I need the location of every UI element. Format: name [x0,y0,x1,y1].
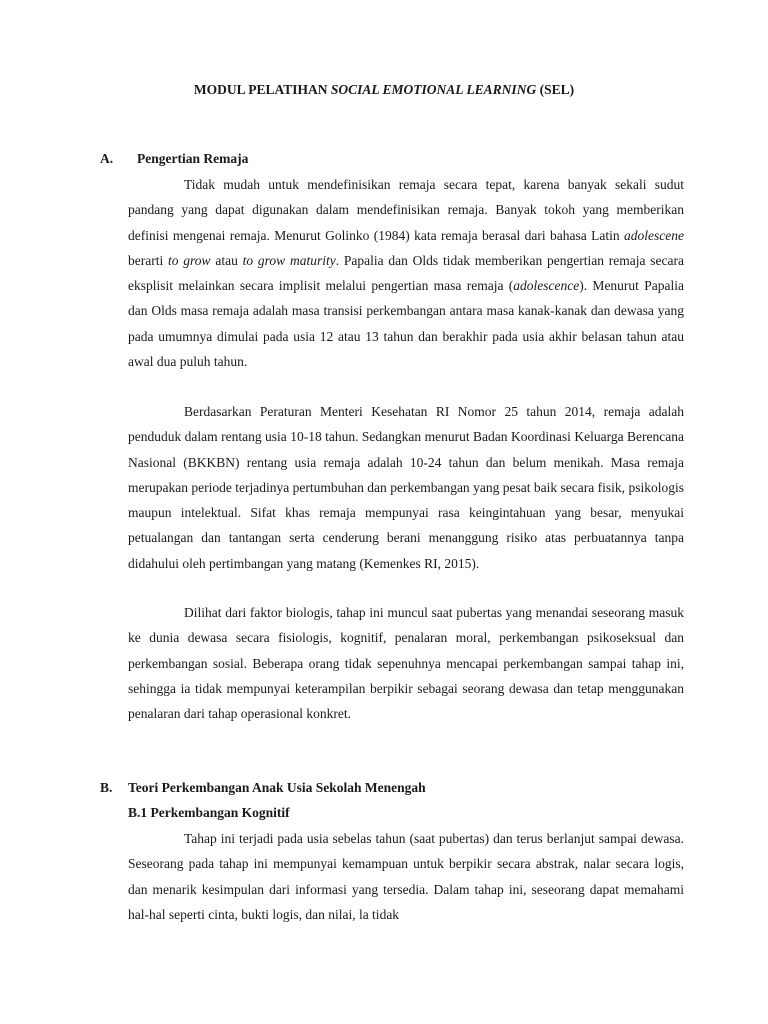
section-b-title: Teori Perkembangan Anak Usia Sekolah Menengah [128,780,426,795]
title-suffix: (SEL) [536,82,575,97]
section-a-title: Pengertian Remaja [137,151,249,166]
section-b-paragraph-1: Tahap ini terjadi pada usia sebelas tahun (saat pubertas) dan terus berlanjut sampai dewasa. Seseorang pada tahap ini mempunyai kemampuan untuk berpikir secara abstrak, nalar secara logis, dan menarik kesimpulan dari informasi yang tersedia. Dalam tahap ini, seseorang dapat memahami hal-hal seperti cinta, bukti logis, dan nilai, la tidak [128,831,684,922]
title-prefix: MODUL PELATIHAN [193,82,331,97]
section-a-letter: A. [100,151,114,166]
section-a-paragraph-3: Dilihat dari faktor biologis, tahap ini muncul saat pubertas yang menandai seseorang masuk ke dunia dewasa secara fisiologis, kognitif, penalaran moral, perkembangan psikoseksual dan perkembangan sosial. Beberapa orang tidak sepenuhnya mencapai perkembangan sampai tahap ini, sehingga ia tidak mempunyai keterampilan berpikir sebagai seorang dewasa dan tetap menggunakan penalaran dari tahap operasional konkret. [128,605,684,722]
subsection-b1-heading: B.1 Perkembangan Kognitif [128,805,290,820]
section-a-paragraph-1: Tidak mudah untuk mendefinisikan remaja secara tepat, karena banyak sekali sudut pandang yang dapat digunakan dalam mendefinisikan remaja. Banyak tokoh yang memberikan definisi mengenai remaja. Menurut Golinko (1984) kata remaja berasal dari bahasa Latin adolescene berarti to grow atau to grow maturity. Papalia dan Olds tidak memberikan pengertian remaja secara eksplisit melainkan secara implisit melalui pengertian masa remaja (adolescence). Menurut Papalia dan Olds masa remaja adalah masa transisi perkembangan antara masa kanak-kanak dan dewasa yang pada umumnya dimulai pada usia 12 atau 13 tahun dan berakhir pada usia akhir belasan tahun atau awal dua puluh tahun. [128,177,684,370]
section-a-heading [100,150,248,168]
section-a-paragraph-2: Berdasarkan Peraturan Menteri Kesehatan RI Nomor 25 tahun 2014, remaja adalah penduduk dalam rentang usia 10-18 tahun. Sedangkan menurut Badan Koordinasi Keluarga Berencana Nasional (BKKBN) rentang usia remaja adalah 10-24 tahun dan belum menikah. Masa remaja merupakan periode terjadinya pertumbuhan dan perkembangan yang pesat baik secara fisik, psikologis maupun intelektual. Sifat khas remaja mempunyai rasa keingintahuan yang besar, menyukai petualangan dan tantangan serta cenderung berani menanggung risiko atas perbuatannya tanpa didahului oleh pertimbangan yang matang (Kemenkes RI, 2015). [128,404,684,571]
title-italic: SOCIAL EMOTIONAL LEARNING [330,82,537,97]
section-b-heading [100,779,426,797]
section-b-letter: B. [100,780,113,795]
document-title [0,81,768,99]
